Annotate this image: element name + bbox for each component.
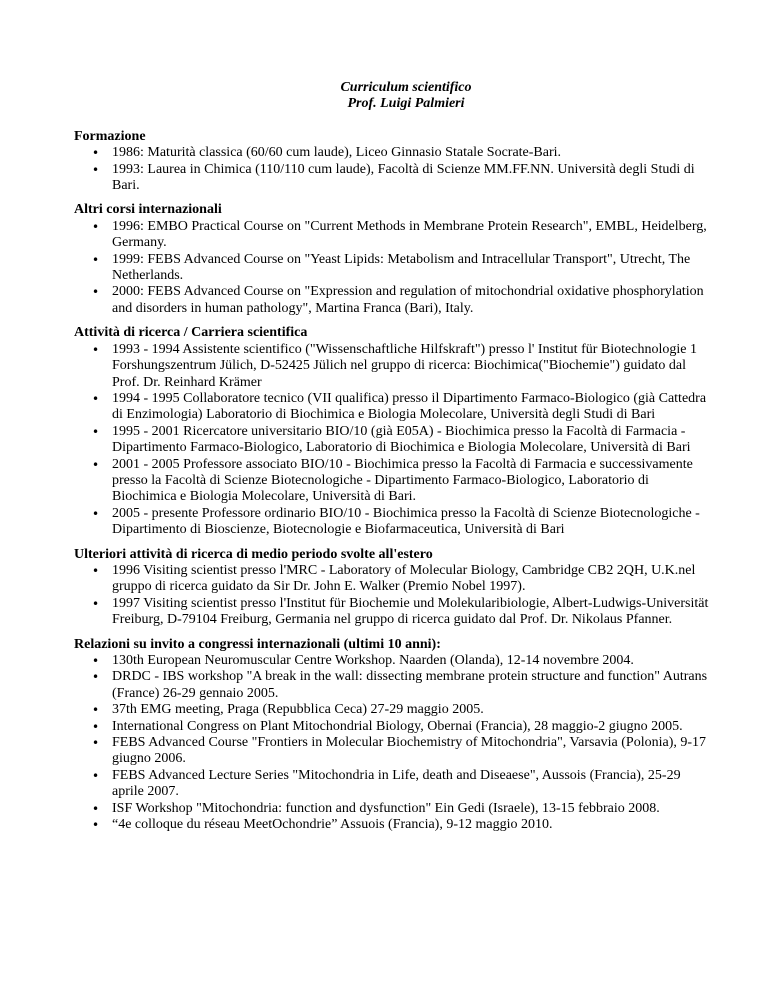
list-item-text: 2001 - 2005 Professore associato BIO/10 - Biochimica presso la Facoltà di Farmacia e successivamente presso la Facoltà di Scienze Biotecnologiche - Dipartimento Farmaco-Biologico, Laboratorio di Biochimica e Biologia Molecolare, Università di Bari.	[112, 456, 693, 505]
list-item-text: 1997 Visiting scientist presso l'Institut für Biochemie und Molekularibiologie, Albert-Ludwigs-Universität Freiburg, D-79104 Freiburg, Germania nel gruppo di ricerca guidato dal Prof. Dr. Nikolaus Pfanner.	[112, 595, 709, 628]
list-item	[74, 284, 714, 317]
list-item	[74, 145, 714, 161]
bullet-icon: •	[92, 654, 100, 668]
list-item	[74, 653, 714, 669]
list-item	[74, 457, 714, 506]
list-item-text: International Congress on Plant Mitochondrial Biology, Obernai (Francia), 28 maggio-2 giugno 2005.	[112, 718, 683, 734]
bullet-icon: •	[92, 670, 100, 685]
bullet-icon: •	[92, 719, 100, 734]
bullet-list	[74, 342, 714, 539]
list-item	[74, 735, 714, 768]
list-item-text: 1999: FEBS Advanced Course on "Yeast Lipids: Metabolism and Intracellular Transport", Utrecht, The Netherlands.	[112, 251, 691, 284]
section-heading: Attività di ricerca / Carriera scientifica	[74, 325, 308, 341]
list-item-text: 1993: Laurea in Chimica (110/110 cum laude), Facoltà di Scienze MM.FF.NN. Università degli Studi di Bari.	[112, 161, 695, 194]
bullet-icon: •	[92, 391, 100, 406]
bullet-icon: •	[92, 818, 100, 833]
bullet-list	[74, 653, 714, 833]
list-item	[74, 702, 714, 718]
list-item	[74, 252, 714, 285]
bullet-icon: •	[92, 162, 100, 177]
list-item	[74, 162, 714, 195]
list-item	[74, 219, 714, 252]
bullet-icon: •	[92, 768, 100, 783]
section-relazioni-congressi	[74, 637, 714, 834]
bullet-icon: •	[92, 146, 100, 161]
section-formazione	[74, 129, 714, 195]
list-item	[74, 801, 714, 817]
bullet-icon: •	[92, 252, 100, 267]
section-corsi-internazionali	[74, 202, 714, 317]
list-item-text: 1986: Maturità classica (60/60 cum laude), Liceo Ginnasio Statale Socrate-Bari.	[112, 145, 562, 161]
section-attivita-estero	[74, 547, 714, 629]
list-item-text: 130th European Neuromuscular Centre Workshop. Naarden (Olanda), 12-14 novembre 2004.	[112, 653, 634, 668]
list-item-text: ISF Workshop "Mitochondria: function and dysfunction" Ein Gedi (Israele), 13-15 febbraio 2008.	[112, 800, 660, 816]
bullet-icon: •	[92, 563, 100, 578]
bullet-icon: •	[92, 219, 100, 234]
bullet-icon: •	[92, 736, 100, 751]
list-item-text: 37th EMG meeting, Praga (Repubblica Ceca) 27-29 maggio 2005.	[112, 702, 484, 718]
list-item	[74, 669, 714, 702]
list-item-text: “4e colloque du réseau MeetOchondrie” Assuois (Francia), 9-12 maggio 2010.	[112, 817, 553, 833]
list-item	[74, 596, 714, 629]
list-item-text: 1996: EMBO Practical Course on "Current Methods in Membrane Protein Research", EMBL, Heidelberg, Germany.	[112, 218, 707, 251]
list-item	[74, 424, 714, 457]
list-item-text: FEBS Advanced Course "Frontiers in Molecular Biochemistry of Mitochondria", Varsavia (Polonia), 9-17 giugno 2006.	[112, 735, 707, 767]
bullet-list	[74, 145, 714, 194]
bullet-icon: •	[92, 703, 100, 718]
list-item-text: 2005 - presente Professore ordinario BIO/10 - Biochimica presso la Facoltà di Scienze Biotecnologiche - Dipartimento di Bioscienze, Biotecnologie e Biofarmaceutica, Università di Bari	[112, 505, 700, 538]
bullet-icon: •	[92, 506, 100, 521]
list-item-text: 1994 - 1995 Collaboratore tecnico (VII qualifica) presso il Dipartimento Farmaco-Biologico (già Cattedra di Enzimologia) Laboratorio di Biochimica e Biologia Molecolare, Università degli Studi di Bari	[112, 390, 707, 423]
document-page	[74, 80, 714, 841]
section-heading: Ulteriori attività di ricerca di medio periodo svolte all'estero	[74, 546, 433, 562]
bullet-icon: •	[92, 424, 100, 439]
document-header	[74, 80, 714, 113]
list-item	[74, 563, 714, 596]
section-heading: Formazione	[74, 128, 146, 144]
document-subtitle: Prof. Luigi Palmieri	[347, 96, 465, 112]
bullet-icon: •	[92, 596, 100, 611]
bullet-icon: •	[92, 457, 100, 472]
section-heading: Relazioni su invito a congressi internazionali (ultimi 10 anni):	[74, 636, 441, 652]
list-item	[74, 768, 714, 801]
bullet-icon: •	[92, 801, 100, 816]
list-item-text: 1996 Visiting scientist presso l'MRC - Laboratory of Molecular Biology, Cambridge CB2 2QH, U.K.nel gruppo di ricerca guidato da Sir Dr. John E. Walker (Premio Nobel 1997).	[112, 562, 696, 595]
list-item-text: FEBS Advanced Lecture Series "Mitochondria in Life, death and Diseaese", Aussois (Francia), 25-29 aprile 2007.	[112, 767, 681, 800]
list-item	[74, 719, 714, 735]
bullet-list	[74, 219, 714, 317]
list-item-text: 1995 - 2001 Ricercatore universitario BIO/10 (già E05A) - Biochimica presso la Facoltà di Farmacia - Dipartimento Farmaco-Biologico, Laboratorio di Biochimica e Biologia Molecolare, Università di Bari	[112, 423, 691, 456]
document-title: Curriculum scientifico	[340, 80, 472, 95]
bullet-icon: •	[92, 285, 100, 300]
bullet-icon: •	[92, 342, 100, 357]
bullet-list	[74, 563, 714, 629]
section-attivita-ricerca	[74, 325, 714, 538]
list-item	[74, 391, 714, 424]
list-item-text: 2000: FEBS Advanced Course on "Expression and regulation of mitochondrial oxidative phosphorylation and disorders in human pathology", Martina Franca (Bari), Italy.	[112, 284, 704, 316]
list-item	[74, 342, 714, 391]
list-item	[74, 506, 714, 539]
list-item-text: DRDC - IBS workshop "A break in the wall: dissecting membrane protein structure and function" Autrans (France) 26-29 gennaio 2005.	[112, 669, 708, 701]
list-item	[74, 817, 714, 833]
section-heading: Altri corsi internazionali	[74, 202, 222, 218]
list-item-text: 1993 - 1994 Assistente scientifico ("Wissenschaftliche Hilfskraft") presso l' Institut für Biotechnologie 1 Forshungszentrum Jülich, D-52425 Jülich nel gruppo di ricerca: Biochimica("Biochemie") guidato dal Prof. Dr. Reinhard Krämer	[112, 341, 697, 390]
